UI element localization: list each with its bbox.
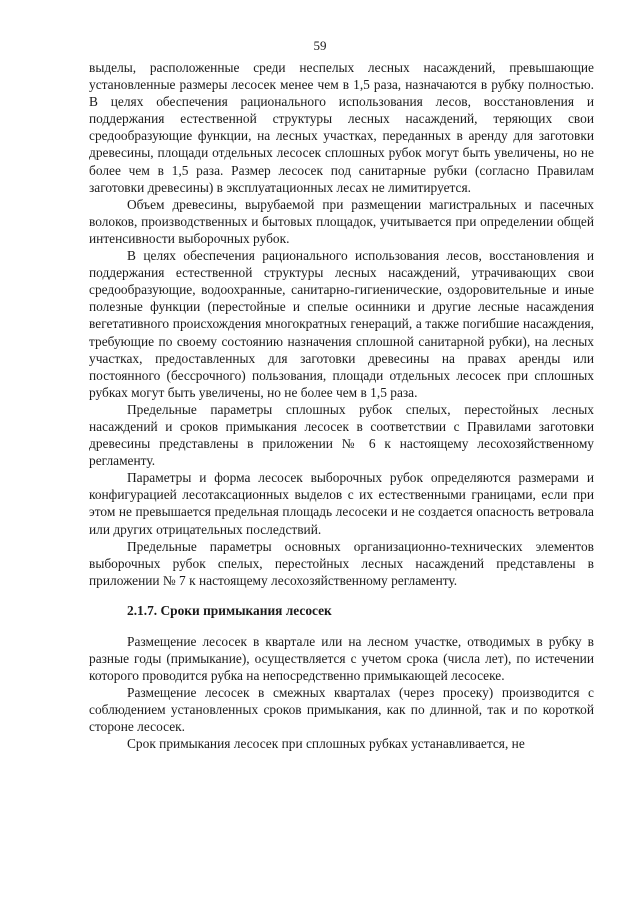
paragraph: В целях обеспечения рационального использования лесов, восстановления и поддержания естественной структуры лесных насаждений, утрачивающих свои средообразующие, водоохранные, санитарно-гигиенические, оздоровительные и иные полезные функции (перестойные и спелые осинники и другие лесные насаждения вегетативного происхождения многократных генераций, а также погибшие насаждения, требующие по своему состоянию назначения сплошной санитарной рубки), на лесных участках, предоставленных для заготовки древесины на правах аренды или постоянного (бессрочного) пользования, площади отдельных лесосек при сплошных рубках могут быть увеличены, но не более чем в 1,5 раза. bbox=[89, 248, 594, 400]
section-heading: 2.1.7. Сроки примыкания лесосек bbox=[127, 602, 332, 618]
paragraph: Предельные параметры основных организационно-технических элементов выборочных рубок спелых, перестойных лесных насаждений представлены в приложении № 7 к настоящему лесохозяйственному регламенту. bbox=[89, 538, 594, 588]
paragraph: Размещение лесосек в квартале или на лесном участке, отводимых в рубку в разные годы (примыкание), осуществляется с учетом срока (числа лет), по истечении которого проводится рубка на непосредственно примыкающей лесосеке. bbox=[89, 633, 594, 684]
paragraph: Предельные параметры сплошных рубок спелых, перестойных лесных насаждений и сроков примыкания лесосек в соответствии с Правилами заготовки древесины представлены в приложении № 6 к настоящему лесохозяйственному регламенту. bbox=[89, 401, 594, 469]
page-number: 59 bbox=[313, 38, 327, 53]
paragraph: Срок примыкания лесосек при сплошных рубках устанавливается, не bbox=[127, 736, 525, 752]
body-text bbox=[89, 59, 594, 753]
paragraph: выделы, расположенные среди неспелых лесных насаждений, превышающие установленные размеры лесосек менее чем в 1,5 раза, назначаются в рубку полностью. В целях обеспечения рационального использования лесов, восстановления и поддержания естественной структуры лесных насаждений, теряющих свои средообразующие функции, на лесных участках, переданных в аренду для заготовки древесины, площади отдельных лесосек сплошных рубок могут быть увеличены, но не более чем в 1,5 раза. Размер лесосек под санитарные рубки (согласно Правилам заготовки древесины) в эксплуатационных лесах не лимитируется. bbox=[89, 60, 594, 195]
paragraph: Размещение лесосек в смежных кварталах (через просеку) производится с соблюдением установленных сроков примыкания, как по длинной, так и по короткой стороне лесосек. bbox=[89, 685, 594, 735]
paragraph: Объем древесины, вырубаемой при размещении магистральных и пасечных волоков, производственных и бытовых площадок, учитывается при определении общей интенсивности выборочных рубок. bbox=[89, 196, 594, 246]
paragraph: Параметры и форма лесосек выборочных рубок определяются размерами и конфигурацией лесотаксационных выделов с их естественными границами, если при этом не превышается предельная площадь лесосеки и не создается опасность ветровала или других отрицательных последствий. bbox=[89, 470, 594, 537]
